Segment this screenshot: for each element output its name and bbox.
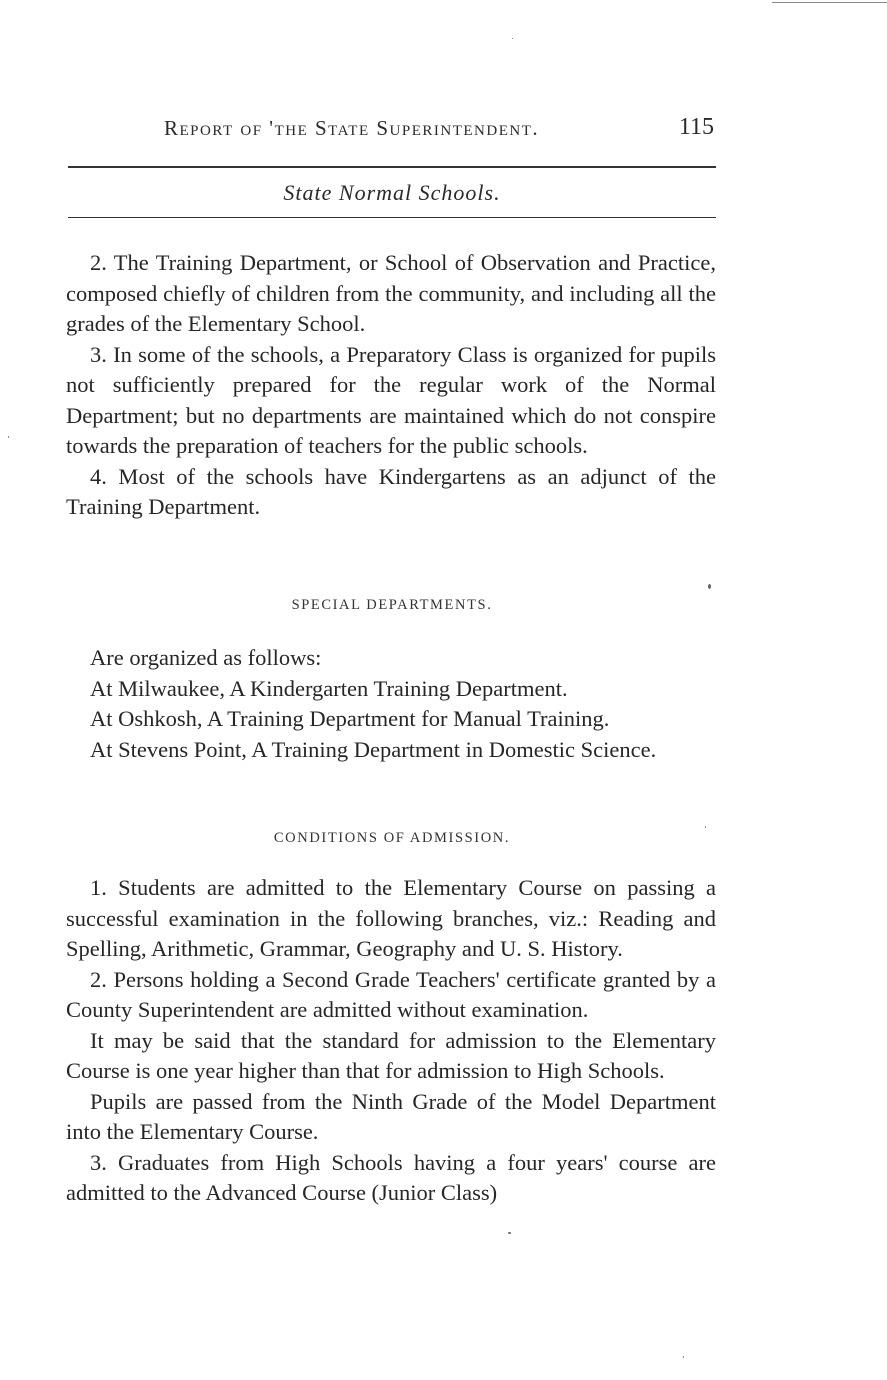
conditions-of-admission-heading: CONDITIONS OF ADMISSION. <box>273 830 511 846</box>
running-head <box>68 114 716 142</box>
header-rule-bottom <box>68 217 716 218</box>
paragraph-standard-for-admission: It may be said that the standard for admission to the Elementary Course is one year higher than that for admission to High Schools. <box>66 1027 716 1083</box>
conditions-of-admission-list <box>66 873 716 1209</box>
paragraph-kindergartens: 4. Most of the schools have Kindergartens as an adjunct of the Training Department. <box>66 463 716 519</box>
ink-speck <box>8 436 9 438</box>
paragraph-ninth-grade: Pupils are passed from the Ninth Grade of the Model Department into the Elementary Course. <box>66 1088 716 1144</box>
paragraph-stevens-point: At Stevens Point, A Training Department in Domestic Science. <box>90 736 657 762</box>
section-title: State Normal Schools. <box>283 180 501 205</box>
paragraph-second-grade-certificate: 2. Persons holding a Second Grade Teachers' certificate granted by a County Superintendent are admitted without examination. <box>66 966 716 1022</box>
paragraph-elementary-admission: 1. Students are admitted to the Elementary Course on passing a successful examination in the following branches, viz.: Reading and Spelling, Arithmetic, Grammar, Geography and U. S. History. <box>66 875 716 961</box>
ink-speck <box>683 1356 684 1358</box>
special-departments-heading: SPECIAL DEPARTMENTS. <box>291 597 493 613</box>
departments-list <box>66 248 716 523</box>
header-rule-top <box>68 166 716 168</box>
running-title: Report of 'the State Superintendent. <box>164 116 540 140</box>
page-number: 115 <box>678 114 714 140</box>
ink-speck <box>512 38 513 39</box>
special-departments-list <box>66 643 716 765</box>
ink-speck <box>708 584 711 589</box>
paragraph-high-school-graduates: 3. Graduates from High Schools having a four years' course are admitted to the Advanced Course (Junior Class) <box>66 1149 716 1205</box>
paragraph-preparatory-class: 3. In some of the schools, a Preparatory Class is organized for pupils not sufficiently prepared for the regular work of the Normal Department; but no departments are maintained which do not conspire towards the preparation of teachers for the public schools. <box>66 341 716 458</box>
paragraph-oshkosh: At Oshkosh, A Training Department for Manual Training. <box>90 706 610 731</box>
paragraph-organized-as-follows: Are organized as follows: <box>90 645 322 670</box>
paragraph-training-department: 2. The Training Department, or School of Observation and Practice, composed chiefly of children from the community, and including all the grades of the Elementary School. <box>66 250 716 336</box>
paragraph-milwaukee: At Milwaukee, A Kindergarten Training Department. <box>90 675 568 701</box>
page-edge-line <box>772 2 887 3</box>
ink-speck <box>705 826 706 828</box>
ink-speck <box>508 1232 511 1234</box>
